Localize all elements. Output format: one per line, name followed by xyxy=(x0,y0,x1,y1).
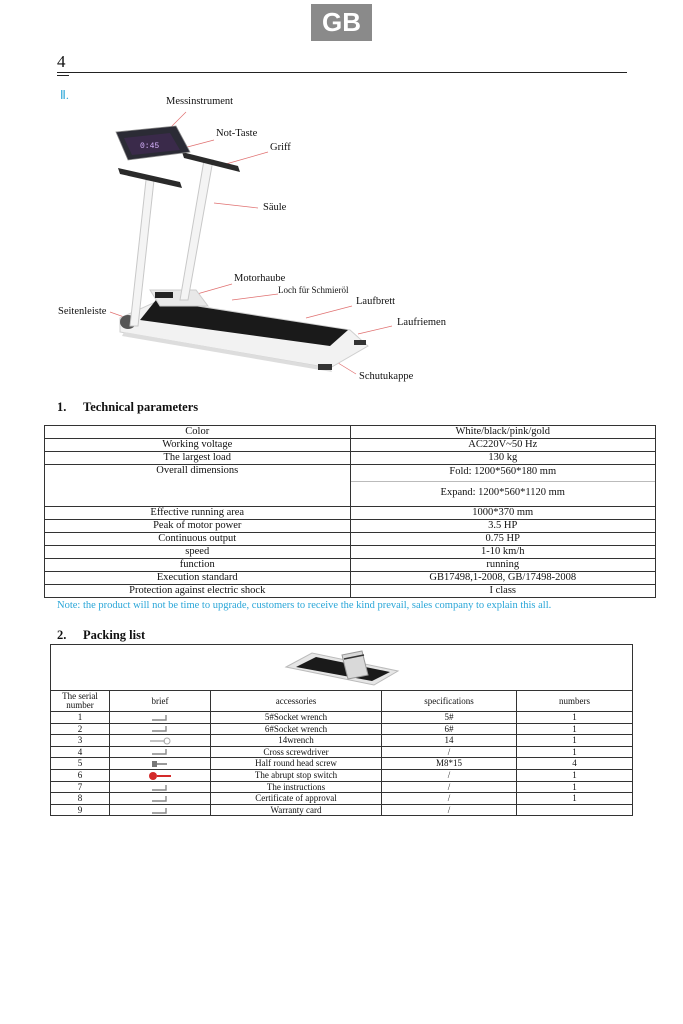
count-cell xyxy=(517,804,633,816)
spec-cell: 6# xyxy=(382,723,517,735)
accessory-cell: The instructions xyxy=(211,781,382,793)
serial-cell: 2 xyxy=(51,723,110,735)
packing-section-number: 2. xyxy=(57,628,67,642)
packing-section-heading xyxy=(57,628,145,643)
table-row xyxy=(45,520,656,533)
folded-treadmill-image xyxy=(282,645,402,687)
label-messinstrument: Messinstrument xyxy=(166,96,234,107)
param-value-expand: Expand: 1200*560*1120 mm xyxy=(440,487,565,498)
table-row xyxy=(51,804,633,816)
param-label: Effective running area xyxy=(45,507,351,520)
label-loch-fuer-schmieroel: Loch für Schmieröl xyxy=(278,285,349,295)
serial-cell: 6 xyxy=(51,769,110,781)
count-cell: 1 xyxy=(517,712,633,724)
table-row xyxy=(51,793,633,805)
count-cell: 1 xyxy=(517,735,633,747)
count-cell: 1 xyxy=(517,746,633,758)
technical-section-number: 1. xyxy=(57,400,67,414)
param-label: Protection against electric shock xyxy=(45,585,351,598)
language-badge: GB xyxy=(311,4,372,41)
param-label: Working voltage xyxy=(45,439,351,452)
count-cell: 1 xyxy=(517,793,633,805)
param-value: AC220V~50 Hz xyxy=(350,439,656,452)
screwdriver-icon xyxy=(151,748,169,756)
table-row xyxy=(45,439,656,452)
serial-cell: 1 xyxy=(51,712,110,724)
table-row xyxy=(51,746,633,758)
param-value: GB17498,1-2008, GB/17498-2008 xyxy=(350,572,656,585)
param-value: 1-10 km/h xyxy=(350,546,656,559)
header-serial: The serial number xyxy=(51,691,110,712)
safety-key-icon xyxy=(147,771,173,781)
serial-cell: 3 xyxy=(51,735,110,747)
table-row xyxy=(45,426,656,439)
param-label: Color xyxy=(45,426,351,439)
spec-cell: 5# xyxy=(382,712,517,724)
brief-cell xyxy=(110,735,211,747)
param-label: Overall dimensions xyxy=(45,465,351,507)
packing-list-table xyxy=(50,644,633,816)
certificate-icon xyxy=(151,795,169,803)
param-value: I class xyxy=(350,585,656,598)
spec-cell: / xyxy=(382,793,517,805)
screw-icon xyxy=(151,759,169,769)
count-cell: 1 xyxy=(517,723,633,735)
spec-cell: 14 xyxy=(382,735,517,747)
section-roman-numeral: Ⅱ. xyxy=(60,88,69,102)
label-saeule: Säule xyxy=(263,202,287,213)
brief-cell xyxy=(110,723,211,735)
header-brief: brief xyxy=(110,691,211,712)
spec-cell: / xyxy=(382,769,517,781)
treadmill-diagram xyxy=(0,0,683,400)
param-value: 0.75 HP xyxy=(350,533,656,546)
table-row xyxy=(51,769,633,781)
brief-cell xyxy=(110,769,211,781)
serial-cell: 9 xyxy=(51,804,110,816)
table-row xyxy=(51,758,633,770)
label-schutukappe: Schutukappe xyxy=(359,371,414,382)
brief-cell xyxy=(110,712,211,724)
spec-cell: / xyxy=(382,804,517,816)
console-display-text: 0:45 xyxy=(140,142,160,151)
warranty-card-icon xyxy=(151,807,169,815)
packing-image-row xyxy=(51,645,633,691)
wrench-icon xyxy=(149,737,171,745)
label-not-taste: Not-Taste xyxy=(216,128,258,139)
table-row xyxy=(45,585,656,598)
spec-cell: / xyxy=(382,781,517,793)
accessory-cell: Certificate of approval xyxy=(211,793,382,805)
spec-cell: M8*15 xyxy=(382,758,517,770)
accessory-cell: Warranty card xyxy=(211,804,382,816)
param-label: speed xyxy=(45,546,351,559)
packing-section-title: Packing list xyxy=(83,628,146,642)
header-accessories: accessories xyxy=(211,691,382,712)
param-value: White/black/pink/gold xyxy=(350,426,656,439)
accessory-cell: 6#Socket wrench xyxy=(211,723,382,735)
table-row xyxy=(51,735,633,747)
label-seitenleiste: Seitenleiste xyxy=(58,306,107,317)
technical-parameters-table xyxy=(44,425,656,598)
param-value: 3.5 HP xyxy=(350,520,656,533)
table-row xyxy=(45,559,656,572)
packing-image-cell xyxy=(51,645,633,691)
label-laufbrett: Laufbrett xyxy=(356,296,396,307)
table-row xyxy=(51,723,633,735)
label-motorhaube: Motorhaube xyxy=(234,273,286,284)
product-note: Note: the product will not be time to upgrade, customers to receive the kind prevail, sales company to explain this all. xyxy=(57,600,552,611)
table-row xyxy=(45,507,656,520)
count-cell: 4 xyxy=(517,758,633,770)
serial-cell: 7 xyxy=(51,781,110,793)
packing-header-row xyxy=(51,691,633,712)
socket-wrench-icon xyxy=(151,714,169,722)
accessory-cell: The abrupt stop switch xyxy=(211,769,382,781)
table-row xyxy=(51,712,633,724)
param-value xyxy=(350,465,656,507)
spec-cell: / xyxy=(382,746,517,758)
param-label: function xyxy=(45,559,351,572)
param-label: Continuous output xyxy=(45,533,351,546)
label-griff: Griff xyxy=(270,142,291,153)
table-row xyxy=(45,546,656,559)
header-specifications: specifications xyxy=(382,691,517,712)
param-value: running xyxy=(350,559,656,572)
param-label: The largest load xyxy=(45,452,351,465)
table-row xyxy=(45,465,656,507)
count-cell: 1 xyxy=(517,769,633,781)
brief-cell xyxy=(110,804,211,816)
param-value: 1000*370 mm xyxy=(350,507,656,520)
table-row xyxy=(51,781,633,793)
brief-cell xyxy=(110,793,211,805)
param-label: Peak of motor power xyxy=(45,520,351,533)
brief-cell xyxy=(110,781,211,793)
count-cell: 1 xyxy=(517,781,633,793)
document-icon xyxy=(151,784,169,792)
table-row xyxy=(45,452,656,465)
accessory-cell: 14wrench xyxy=(211,735,382,747)
accessory-cell: 5#Socket wrench xyxy=(211,712,382,724)
accessory-cell: Half round head screw xyxy=(211,758,382,770)
brief-cell xyxy=(110,746,211,758)
table-row xyxy=(45,533,656,546)
serial-cell: 4 xyxy=(51,746,110,758)
header-numbers: numbers xyxy=(517,691,633,712)
param-value-fold: Fold: 1200*560*180 mm xyxy=(351,465,656,482)
technical-section-heading xyxy=(57,400,198,415)
treadmill-base xyxy=(120,290,368,372)
technical-section-title: Technical parameters xyxy=(83,400,199,414)
page-number: 4 xyxy=(57,52,66,71)
serial-cell: 5 xyxy=(51,758,110,770)
param-value: 130 kg xyxy=(350,452,656,465)
param-label: Execution standard xyxy=(45,572,351,585)
serial-cell: 8 xyxy=(51,793,110,805)
treadmill-console xyxy=(116,126,190,160)
accessory-cell: Cross screwdriver xyxy=(211,746,382,758)
brief-cell xyxy=(110,758,211,770)
label-laufriemen: Laufriemen xyxy=(397,317,446,328)
table-row xyxy=(45,572,656,585)
socket-wrench-icon xyxy=(151,725,169,733)
